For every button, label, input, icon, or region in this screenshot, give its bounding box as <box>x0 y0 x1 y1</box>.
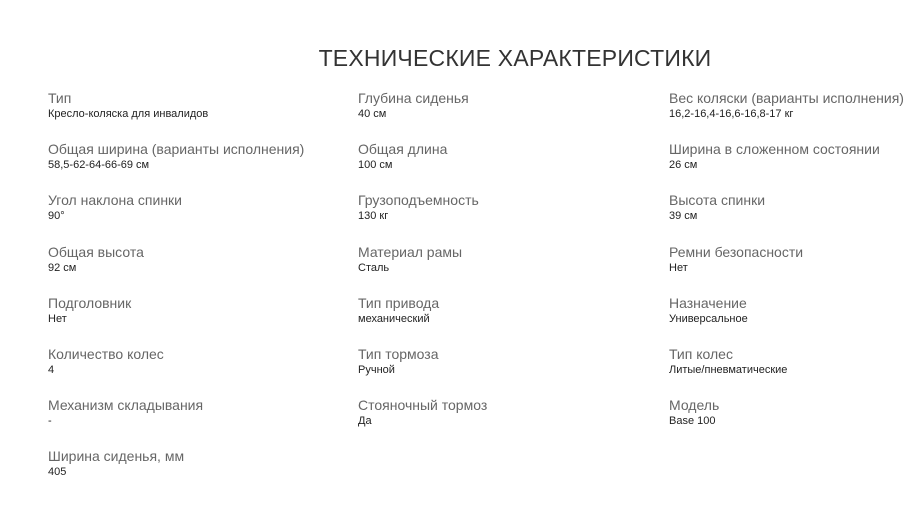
spec-label: Механизм складывания <box>48 397 204 414</box>
spec-label: Подголовник <box>48 294 132 311</box>
spec-item <box>669 90 904 141</box>
spec-value: 130 кг <box>358 210 389 223</box>
spec-item <box>48 141 304 192</box>
spec-label: Ремни безопасности <box>669 243 804 260</box>
spec-value: Нет <box>48 312 67 325</box>
spec-label: Количество колес <box>48 345 164 362</box>
spec-value: 100 см <box>358 159 393 172</box>
spec-value: 90° <box>48 210 65 223</box>
spec-value: Нет <box>669 261 688 274</box>
specs-column-1 <box>48 90 304 500</box>
spec-item <box>358 295 487 346</box>
spec-label: Стояночный тормоз <box>358 397 488 414</box>
spec-item <box>358 244 487 295</box>
spec-label: Модель <box>669 397 720 414</box>
spec-item <box>48 397 304 448</box>
spec-item <box>48 192 304 243</box>
spec-item <box>358 90 487 141</box>
spec-value: Универсальное <box>669 312 748 325</box>
spec-label: Тип тормоза <box>358 345 439 362</box>
spec-value: 4 <box>48 363 55 376</box>
spec-item <box>358 192 487 243</box>
spec-value: Base 100 <box>669 415 716 428</box>
spec-item <box>358 346 487 397</box>
spec-value: 92 см <box>48 261 77 274</box>
spec-label: Вес коляски (варианты исполнения) <box>669 90 904 106</box>
spec-item <box>669 397 904 448</box>
spec-item <box>48 295 304 346</box>
spec-value: 58,5-62-64-66-69 см <box>48 159 150 172</box>
spec-item <box>48 244 304 295</box>
spec-value: Сталь <box>358 261 390 274</box>
spec-value: 16,2-16,4-16,6-16,8-17 кг <box>669 108 794 120</box>
spec-item <box>48 90 304 141</box>
spec-label: Тип колес <box>669 345 733 362</box>
spec-value: 40 см <box>358 108 387 120</box>
spec-value: - <box>48 415 52 428</box>
spec-label: Назначение <box>669 294 747 311</box>
spec-label: Ширина в сложенном состоянии <box>669 141 880 158</box>
spec-item <box>669 244 904 295</box>
spec-item <box>669 141 904 192</box>
spec-label: Грузоподъемность <box>358 192 479 209</box>
spec-value: Кресло-коляска для инвалидов <box>48 108 209 120</box>
spec-item <box>358 141 487 192</box>
spec-value: 39 см <box>669 210 698 223</box>
spec-item <box>48 346 304 397</box>
spec-label: Общая ширина (варианты исполнения) <box>48 141 305 158</box>
spec-value: Да <box>358 415 372 428</box>
spec-value: механический <box>358 312 430 325</box>
spec-item <box>669 295 904 346</box>
spec-label: Тип <box>48 90 72 106</box>
spec-label: Материал рамы <box>358 243 463 260</box>
spec-item <box>358 397 487 448</box>
spec-value: 26 см <box>669 159 698 172</box>
spec-label: Общая длина <box>358 141 448 158</box>
spec-value: Ручной <box>358 363 395 376</box>
spec-label: Общая высота <box>48 243 144 260</box>
spec-value: Литые/пневматические <box>669 363 788 376</box>
spec-item <box>48 448 304 499</box>
specs-column-2 <box>358 90 487 448</box>
spec-label: Ширина сиденья, мм <box>48 448 185 465</box>
spec-label: Высота спинки <box>669 192 766 209</box>
page-title: ТЕХНИЧЕСКИЕ ХАРАКТЕРИСТИКИ <box>318 45 712 72</box>
spec-label: Тип привода <box>358 294 440 311</box>
specs-column-3 <box>669 90 904 448</box>
spec-label: Глубина сиденья <box>358 90 469 106</box>
spec-label: Угол наклона спинки <box>48 192 182 209</box>
spec-item <box>669 192 904 243</box>
spec-value: 405 <box>48 466 67 479</box>
spec-item <box>669 346 904 397</box>
